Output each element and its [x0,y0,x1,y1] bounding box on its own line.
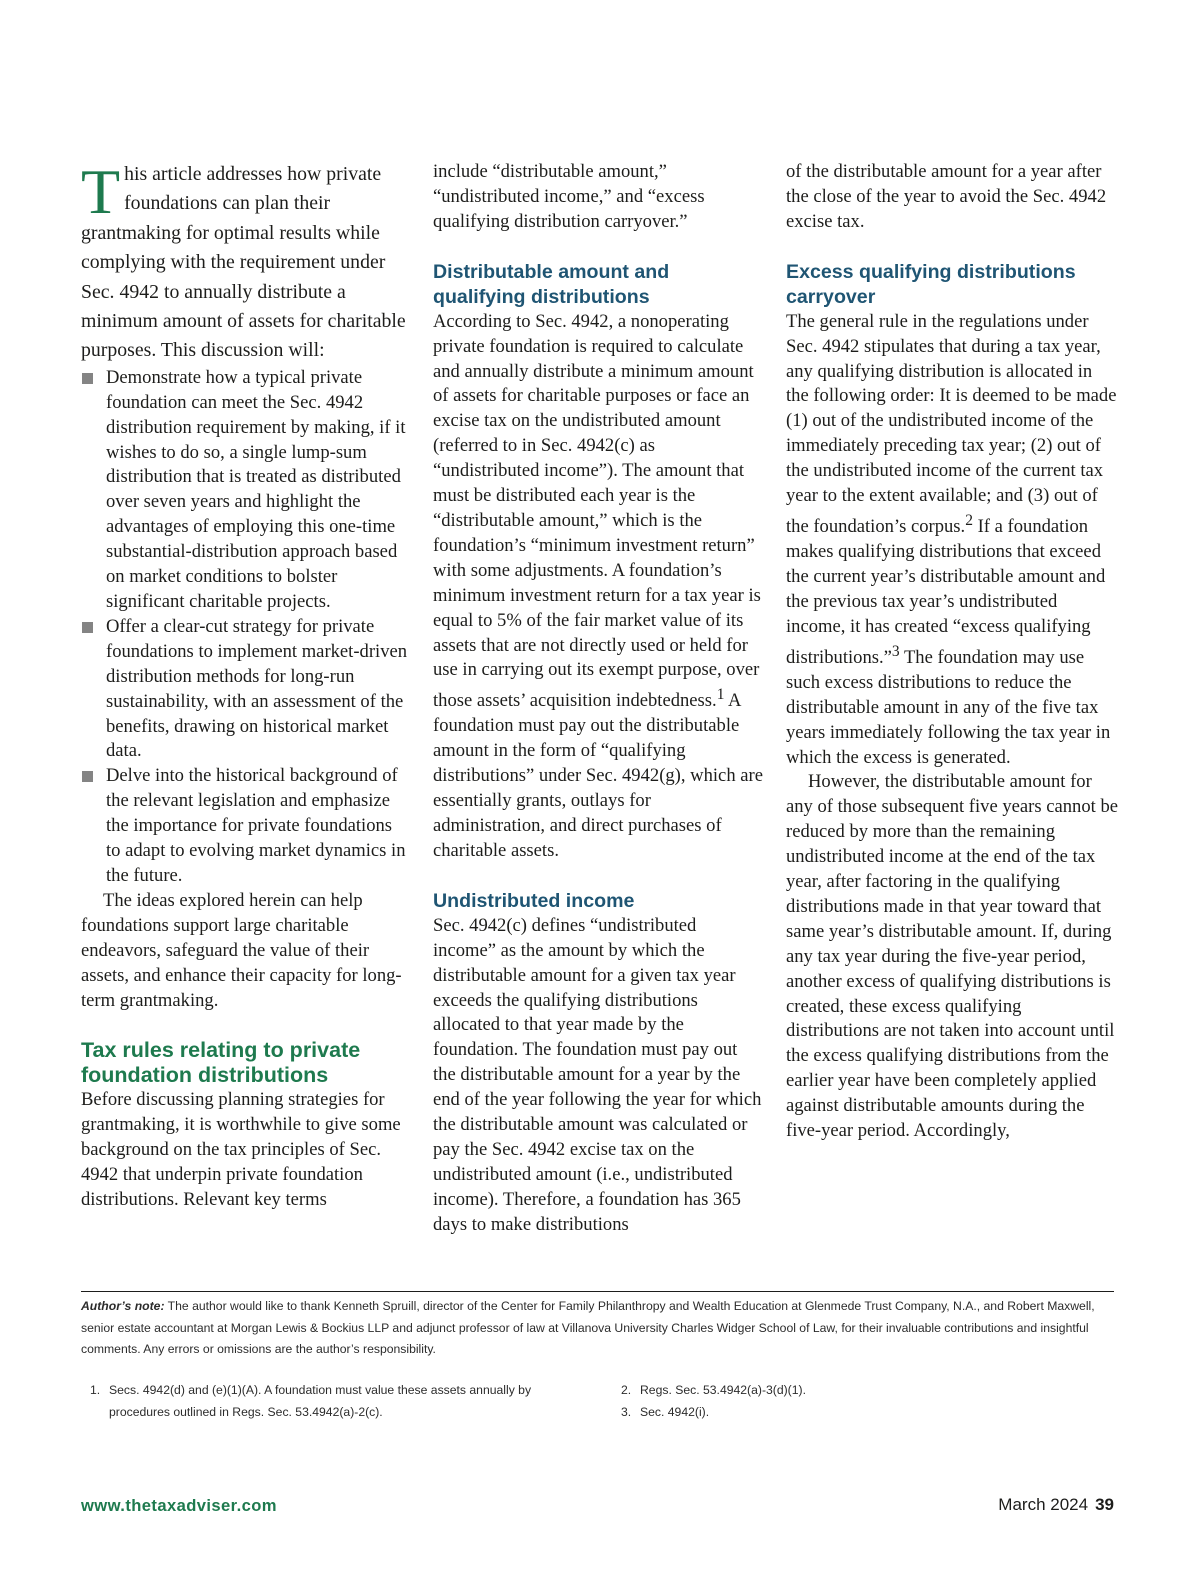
bullet-list [81,366,411,889]
however-paragraph: However, the distributable amount for any of those subsequent five years cannot be reduced by more than the remaining undistributed income at the end of the tax year, after factoring in the qualifying distributions made in that year toward that same year’s distributable amount. If, during any tax year during the five-year period, another excess of qualifying distributions is created, these excess qualifying distributions are not taken into account until the excess qualifying distributions from the earlier year have been completely applied against distributable amounts during the five-year period. Accordingly, [786,771,1119,1142]
square-bullet-icon [82,622,93,633]
column-1 [81,156,411,1213]
footnote-ref-2: 2 [965,511,973,529]
footnote-3: 3. Sec. 4942(i). [621,1405,710,1419]
footnote-2: 2. Regs. Sec. 53.4942(a)-3(d)(1). [621,1383,806,1397]
subheading-undistributed-income: Undistributed income [433,889,635,912]
bullet-item: Demonstrate how a typical private foundation can meet the Sec. 4942 distribution requirement by making, if it wishes to do so, a single lump-sum distribution that is treated as distributed over seven years and highlight the advantages of employing this one-time substantial-distribution approach based on market conditions to bolster significant charitable projects. [81,366,411,615]
issue-date: March 2024 [998,1495,1089,1514]
lead-paragraph [81,156,411,366]
footnotes-right [612,1379,1112,1423]
footer-date-page [998,1495,1114,1515]
square-bullet-icon [82,373,93,384]
continued-paragraph: include “distributable amount,” “undistributed income,” and “excess qualifying distribution carryover.” [433,161,705,232]
excess-qualifying-paragraph: The general rule in the regulations under Sec. 4942 stipulates that during a tax year, any qualifying distribution is allocated in the following order: It is deemed to be made (1) out of the undistributed income of the immediately preceding tax year; (2) out of the undistributed income of the current tax year to the extent available; and (3) out of the foundation’s corpus.$^2$ If a foundation makes qualifying distributions that exceed the current year’s distributable amount and the previous tax year’s undistributed income, it has created “excess qualifying distributions.”$^3$ The foundation may use such excess distributions to reduce the distributable amount in any of the five tax years immediately following the tax year in which the excess is generated. [786,310,1117,768]
authors-note [81,1296,1116,1361]
footnote-ref-3: 3 [891,642,900,660]
bullet-item: Delve into the historical background of the relevant legislation and emphasize the importance for private foundations to adapt to evolving market dynamics in the future. [81,764,411,889]
page-number: 39 [1095,1495,1114,1514]
authors-note-text: The author would like to thank Kenneth Spruill, director of the Center for Family Philanthropy and Wealth Education at Glenmede Trust Company, N.A., and Robert Maxwell, senior estate accountant at Morgan Lewis & Bockius LLP and adjunct professor of law at Villanova University Charles Widger School of Law, for their invaluable contributions and insightful comments. Any errors or omissions are the author’s responsibility. [81,1299,1095,1356]
continued-paragraph: of the distributable amount for a year after the close of the year to avoid the Sec. 4942 excise tax. [786,161,1107,232]
footnote-ref-1: 1 [716,686,725,704]
column-3 [786,160,1118,1144]
footnote-1: 1. Secs. 4942(d) and (e)(1)(A). A foundation must value these assets annually by procedures outlined in Regs. Sec. 53.4942(a)-2(c). [90,1383,532,1419]
subheading-distributable-amount: Distributable amount and qualifying distributions [433,260,670,308]
footer-url[interactable]: www.thetaxadviser.com [81,1496,277,1515]
authors-note-label: Author’s note: [81,1299,165,1313]
footnotes-left [81,1379,581,1423]
column-2 [433,160,763,1238]
square-bullet-icon [82,771,93,782]
bullet-item: Offer a clear-cut strategy for private foundations to implement market-driven distribution methods for long-run sustainability, with an assessment of the benefits, drawing on historical market data. [81,615,411,764]
undistributed-income-paragraph: Sec. 4942(c) defines “undistributed income” as the amount by which the distributable amount for a given tax year exceeds the qualifying distributions allocated to that year made by the foundation. The foundation must pay out the distributable amount for a year by the end of the year following the year for which the distributable amount was calculated or pay the Sec. 4942 excise tax on the undistributed amount (i.e., undistributed income). Therefore, a foundation has 365 days to make distributions [433,914,762,1235]
lead-first-line: his article addresses how private [124,163,382,185]
subheading-excess-qualifying: Excess qualifying distributions carryover [786,260,1076,308]
closing-paragraph: The ideas explored herein can help foundations support large charitable endeavors, safeguard the value of their assets, and enhance their capacity for long-term grantmaking. [81,889,402,1011]
section-heading-tax-rules: Tax rules relating to private foundation distributions [81,1038,361,1088]
drop-cap: T [81,156,121,227]
distributable-amount-paragraph: According to Sec. 4942, a nonoperating private foundation is required to calculate and annually distribute a minimum amount of assets for charitable purposes or face an excise tax on the undistributed amount (referred to in Sec. 4942(c) as “undistributed income”). The amount that must be distributed each year is the “distributable amount,” which is the foundation’s “minimum investment return” with some adjustments. A foundation’s minimum investment return for a tax year is equal to 5% of the fair market value of its assets that are not directly used or held for use in carrying out its exempt purpose, over those assets’ acquisition indebtedness.$^1$ A foundation must pay out the distributable amount in the form of “qualifying distributions” under Sec. 4942(g), which are essentially grants, outlays for administration, and direct purchases of charitable assets. [433,310,763,861]
divider [81,1291,1114,1292]
tax-rules-paragraph: Before discussing planning strategies for grantmaking, it is worthwhile to give some background on the tax principles of Sec. 4942 that underpin private foundation distributions. Relevant key terms [81,1089,401,1211]
lead-text: foundations can plan their grantmaking for optimal results while complying with the requirement under Sec. 4942 to annually distribute a minimum amount of assets for charitable purposes. This discussion will: [81,192,406,362]
